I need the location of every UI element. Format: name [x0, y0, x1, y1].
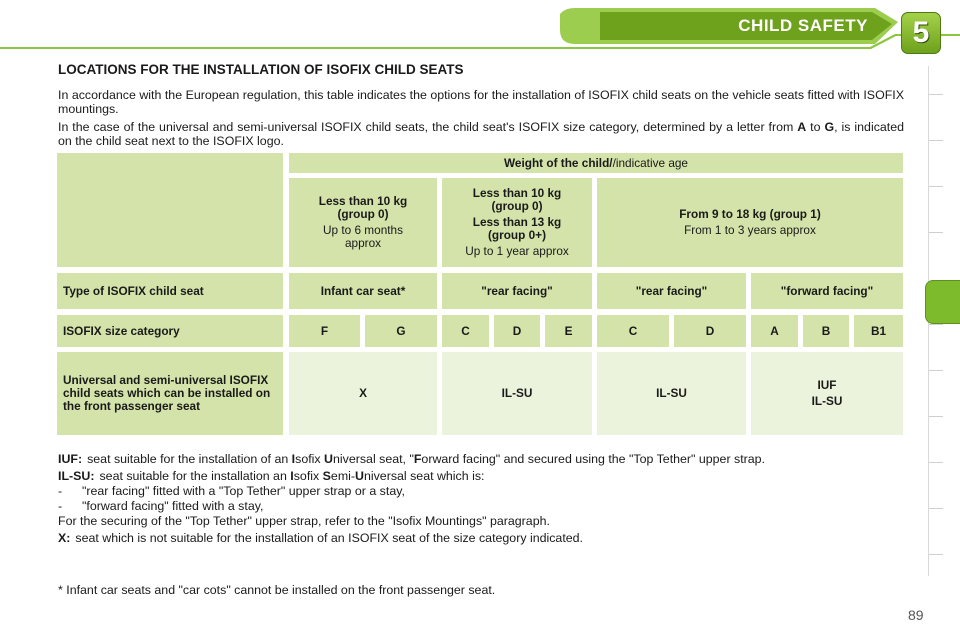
suitability-cell: IL-SU — [597, 352, 746, 435]
note-body: seat which is not suitable for the installation of an ISOFIX seat of the size category indicated. — [75, 531, 583, 545]
note-text: "forward facing" fitted with a stay, — [82, 499, 264, 513]
thumb-divider — [929, 462, 943, 463]
seat-type-cell: "rear facing" — [597, 273, 746, 309]
thumb-divider — [929, 232, 943, 233]
note-text: niversal seat which is: — [363, 469, 485, 483]
note-letter: I — [290, 469, 294, 483]
group-weight-label: Less than 13 kg (group 0+) — [472, 215, 562, 242]
note-letter: U — [324, 452, 333, 466]
size-category-cell: C — [597, 315, 669, 347]
dash-bullet: - — [58, 484, 63, 498]
note-text: emi- — [330, 469, 356, 483]
dash-bullet: - — [58, 499, 63, 513]
note-text: seat suitable for the installation an — [99, 469, 291, 483]
note-iuf — [58, 452, 904, 467]
size-category-cell: A — [751, 315, 798, 347]
row-label-universal-seats: Universal and semi-universal ISOFIX child seats which can be installed on the front passenger seat — [57, 352, 283, 435]
note-text: sofix — [295, 452, 325, 466]
intro-paragraph-2 — [58, 120, 904, 148]
thumb-divider — [929, 140, 943, 141]
note-term: X: — [58, 531, 71, 545]
thumb-divider — [929, 508, 943, 509]
note-dash-item — [58, 499, 904, 514]
note-dash-item — [58, 484, 904, 499]
legend-notes — [58, 452, 904, 546]
age-header-label: /indicative age — [612, 155, 688, 170]
row-label-seat-type: Type of ISOFIX child seat — [57, 273, 283, 309]
group-cell-2 — [442, 178, 592, 267]
suitability-code: IUF — [817, 378, 837, 392]
group-cell-1 — [289, 178, 437, 267]
suitability-code: IL-SU — [811, 394, 843, 408]
note-ilsu — [58, 469, 904, 484]
thumb-divider — [929, 324, 943, 325]
group-weight-label: Less than 10 kg (group 0) — [472, 186, 562, 213]
row-label-size-category: ISOFIX size category — [57, 315, 283, 347]
intro-text-span: , is indicated on the child seat next to the ISOFIX logo. — [58, 120, 905, 148]
group-age-label: From 1 to 3 years approx — [684, 223, 816, 237]
size-category-cell: E — [545, 315, 592, 347]
thumb-divider — [929, 554, 943, 555]
size-category-cell: G — [365, 315, 437, 347]
section-title: LOCATIONS FOR THE INSTALLATION OF ISOFIX CHILD SEATS — [58, 62, 464, 77]
intro-text-span: In the case of the universal and semi-universal ISOFIX child seats, the child seat's ISOFIX size category, determined by a letter from — [58, 120, 798, 134]
weight-header-label: Weight of the child/ — [504, 155, 613, 170]
group-age-label: Up to 6 months approx — [323, 223, 403, 250]
group-age-label: Up to 1 year approx — [465, 244, 569, 258]
seat-type-cell: "rear facing" — [442, 273, 592, 309]
note-text: seat suitable for the installation of an — [87, 452, 292, 466]
thumb-divider — [929, 416, 943, 417]
weight-header-cell — [289, 153, 903, 173]
note-letter: F — [413, 452, 422, 466]
note-letter: U — [355, 469, 364, 483]
size-category-cell: B — [803, 315, 849, 347]
category-letter-g: G — [824, 120, 835, 134]
chapter-number-badge: 5 — [901, 12, 941, 54]
group-weight-label: From 9 to 18 kg (group 1) — [679, 207, 821, 221]
note-text: orward facing" and secured using the "Top Tether" upper strap. — [421, 452, 766, 466]
note-term: IUF: — [58, 452, 83, 466]
size-category-cell: B1 — [854, 315, 903, 347]
size-category-cell: C — [442, 315, 489, 347]
suitability-cell: IL-SU — [442, 352, 592, 435]
note-text: niversal seat, " — [333, 452, 414, 466]
suitability-cell — [751, 352, 903, 435]
size-category-cell: D — [674, 315, 746, 347]
intro-paragraph-1: In accordance with the European regulation, this table indicates the options for the installation of ISOFIX child seats on the vehicle seats fitted with ISOFIX mountings. — [58, 88, 904, 116]
seat-type-cell: Infant car seat* — [289, 273, 437, 309]
note-text: sofix — [293, 469, 323, 483]
page-number: 89 — [908, 607, 924, 623]
note-letter: I — [291, 452, 296, 466]
thumb-divider — [929, 370, 943, 371]
intro-text-span: to — [806, 120, 825, 134]
group-cell-3 — [597, 178, 903, 267]
table-corner-cell — [57, 153, 283, 267]
thumb-divider — [929, 94, 943, 95]
group-weight-label: Less than 10 kg (group 0) — [318, 194, 408, 221]
intro-text — [58, 88, 904, 152]
note-text: "rear facing" fitted with a "Top Tether" upper strap or a stay, — [82, 484, 405, 498]
thumb-divider — [929, 186, 943, 187]
note-securing: For the securing of the "Top Tether" upper strap, refer to the "Isofix Mountings" paragraph. — [58, 514, 550, 528]
active-chapter-tab[interactable] — [925, 280, 960, 324]
note-x — [58, 531, 904, 546]
note-body — [87, 452, 904, 467]
chapter-title: CHILD SAFETY — [738, 16, 868, 35]
size-category-cell: F — [289, 315, 360, 347]
category-letter-a: A — [797, 120, 807, 134]
note-body — [99, 469, 904, 484]
suitability-cell: X — [289, 352, 437, 435]
seat-type-cell: "forward facing" — [751, 273, 903, 309]
footnote: * Infant car seats and "car cots" cannot be installed on the front passenger seat. — [58, 583, 496, 597]
size-category-cell: D — [494, 315, 540, 347]
note-term: IL-SU: — [58, 469, 95, 483]
note-letter: S — [322, 469, 331, 483]
